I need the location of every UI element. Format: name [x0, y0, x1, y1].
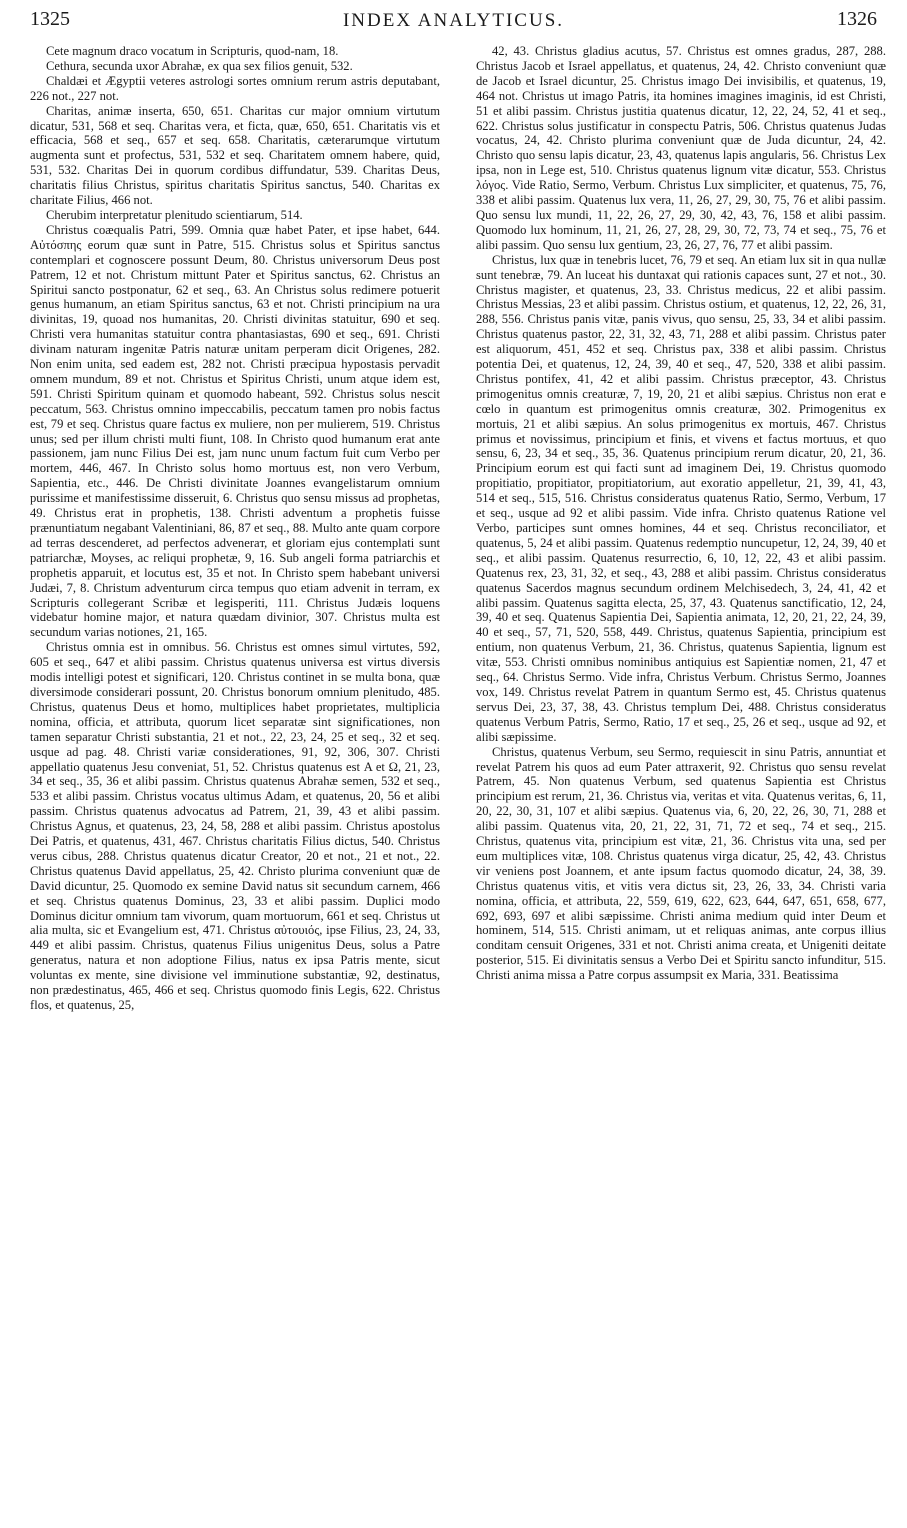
running-title: INDEX ANALYTICUS. — [342, 10, 565, 31]
index-entry: Christus, quatenus Verbum, seu Sermo, requiescit in sinu Patris, annuntiat et revelat Patrem his quos ad eum Pater attraxerit, 92. Christus quo sensu revelat Patrem, 45. Non quatenus Verbum, sed quatenus Sapientia est Christus principium est rerum, 21, 36. Christus via, veritas et vita. Quatenus veritas, 6, 11, 20, 22, 30, 31, 107 et alibi sæpius. Quatenus via, 6, 20, 22, 26, 30, 71, 288 et alibi passim. Quatenus vita, 20, 21, 22, 31, 71, 72 et seq., 74 et seq., 215. Christus, quatenus vita, principium est vitæ, 21, 36. Christus vita una, sed per eum multiplices vitæ, 108. Christus quatenus virga dicatur, 25, 42, 43. Christus vir veniens post Joannem, et ante ipsum factus quomodo dicatur, 24, 38, 39. Christus quatenus vitis, et vitis vera dictus sit, 23, 26, 33, 34. Christi varia nomina, officia, et attributa, 22, 559, 619, 622, 623, 644, 647, 651, 658, 677, 692, 693, 697 et alibi sæpissime. Christi anima medium quid inter Deum et hominem, 514, 515. Christi animam, ut et reliquas animas, ante corpus illius conditam censuit Origenes, 331 et not. Christi anima creata, et Unigeniti deitate posterior, 515. Ei divinitatis sensus a Verbo Dei et Spiritu sancto infunditur, 515. Christi anima missa a Patre corpus assumpsit ex Maria, 331. Beatissima — [476, 744, 886, 983]
index-entry: Charitas, animæ inserta, 650, 651. Charitas cur major omnium virtutum dicatur, 531, 568 et seq. Charitas vera, et ficta, quæ, 650, 651. Charitatis vis et efficacia, 568 et seq., 657 et seq. 658. Charitatis, cæterarumque virtutum augmenta sunt et profectus, 531, 532 et seq. Charitatem omnem habere, quid, 531, 532. Charitas Dei in quorum cordibus diffundatur, 539. Charitas Deus, charitatis filius Christus, spiritus charitatis Spiritus sanctus, 540. Charitas ex charitate Filius, 466 not. — [30, 103, 440, 208]
index-entry: Christus omnia est in omnibus. 56. Christus est omnes simul virtutes, 592, 605 et seq., 647 et alibi passim. Christus quatenus universa est virtus diversis modis intelligi potest et significari, 120. Christus continet in se multa bona, quæ diversimode considerari possunt, 20. Christus bonorum omnium plenitudo, 485. Christus, quatenus Deus et homo, multiplices habet proprietates, multiplicia nomina, officia, et attributa, quorum licet separatæ sint significationes, non tamen separatur Christi substantia, 21 et not., 22, 23, 24, 25 et seq., 32 et seq. usque ad pag. 48. Christi variæ considerationes, 91, 92, 306, 307. Christi appellatio quatenus Jesu conveniat, 51, 52. Christus quatenus est Α et Ω, 21, 23, 34 et seq., 35, 36 et alibi passim. Christus quatenus Abrahæ semen, 532 et seq., 533 et alibi passim. Christus vocatus ultimus Adam, et quatenus, 20, 56 et alibi passim. Christus quatenus advocatus ad Patrem, 21, 39, 43 et alibi passim. Christus Agnus, et quatenus, 23, 24, 58, 288 et alibi passim. Christus apostolus Dei Patris, et quatenus, 431, 467. Christus charitatis Filius dictus, 540. Christus verus cibus, 288. Christus quatenus dicatur Creator, 20 et not., 21 et not., 22. Christus quatenus David appellatus, 25, 42. Christo plurima conveniunt quæ de David dicuntur, 25. Quomodo ex semine David natus sit secundum carnem, 466 et seq. Christus quatenus Dominus, 23, 33 et alibi passim. Duplici modo Dominus dicitur omnium tam vivorum, quam mortuorum, 661 et seq. Christus ut alia multa, sic et Evangelium est, 471. Christus αὐτουιός, ipse Filius, 23, 24, 33, 449 et alibi passim. Christus, quatenus Filius unigenitus Deus, solus a Patre generatus, natura et non adoptione Filius, natus ex ipsa Patris mente, sicut voluntas ex mente, sine divisione vel imminutione substantiæ, 92, destinatus, non prædestinatus, 465, 466 et seq. Christus quomodo finis Legis, 622. Christus flos, et quatenus, 25, — [30, 640, 440, 1012]
index-entry: Cete magnum draco vocatum in Scripturis, quod-nam, 18. — [46, 44, 339, 58]
page-number-left: 1325 — [30, 8, 70, 30]
page-header — [30, 8, 877, 36]
left-column — [30, 44, 440, 1514]
index-entry: Cherubim interpretatur plenitudo scientiarum, 514. — [46, 207, 303, 222]
index-entry: Chaldæi et Ægyptii veteres astrologi sortes omnium rerum astris deputabant, 226 not., 227 not. — [30, 73, 440, 103]
index-entry: Christus coæqualis Patri, 599. Omnia quæ habet Pater, et ipse habet, 644. Αὐτόσπης eorum quæ sunt in Patre, 515. Christus solus et Spiritus sanctus contemplari et cognoscere possunt Deum, 80. Christus universorum Deus post Patrem, 12 et not. Christum mittunt Pater et Spiritus sanctus, 62. Christus an Spiritui sancto postponatur, 62 et seq., 63. An Christus solus redimere potuerit genus humanum, an etiam Spiritus sanctus, 63 et not. Christi principium na ura divinitas, 19, quoad nos humanitas, 20. Christi divinitas statuitur, 690 et seq. Christi vera humanitas statuitur contra phantasiastas, 690 et seq., 691. Christi divinam naturam ingenitæ Patris naturæ unitam perperam dicit Origenes, 282. Non enim unita, sed eadem est, 282 not. Christi præcipua hypostasis pervadit omnem mundum, 89 et not. Christus et Spiritus Christi, unum atque idem est, 591. Christi Spiritum quinam et quomodo habeant, 592. Christus solus nescit peccatum, 563. Christus omnino impeccabilis, peccatum tamen pro nobis factus est, 79 et seq. Christus quare factus ex muliere, non per mulierem, 519. Christus unus; sed per illum christi multi fiunt, 108. In Christo quod humanum erat ante passionem, jam nunc Filius Dei est, jam nunc unum factum fuit cum Verbo per mortem, 446, 467. In Christo solus homo mortuus est, non vero Verbum, Sapientia, etc., 446. De Christi divinitate Joannes evangelistarum omnium purissime et manifestissime disseruit, 6. Christus quo sensu missus ad prophetas, 49. Christus erat in prophetis, 138. Christi adventum a prophetis fuisse prænuntiatum negabant Valentiniani, 86, 87 et seq., 88. Multo ante quam corpore ad terras descenderet, ad perfectos adveneraт, et gloriam ejus contemplati sunt patriarchæ, Moyses, ac reliqui prophetæ, 9, 16. Sub angeli forma patriarchis et prophetis apparuit, et locutus est, 35 et not. In Christo spem habebant universi Judæi, 7, 8. Christum adventurum circa tempus quo etiam advenit in terram, ex Scripturis collegerant Scribæ et legisperiti, 111. Christus Judæis loquens videbatur homine major, et natura quædam divinior, 307. Christus multa est secundum varias notiones, 21, 165. — [30, 222, 440, 640]
index-entry: Christus, lux quæ in tenebris lucet, 76, 79 et seq. An etiam lux sit in qua nullæ sunt tenebræ, 79. An luceat his duntaxat qui rationis capaces sunt, 27 et not., 30. Christus magister, et quatenus, 23, 33. Christus medicus, 22 et alibi passim. Christus Messias, 23 et alibi passim. Christus ostium, et quatenus, 12, 22, 26, 31, 288, 556. Christus panis vitæ, panis vivus, quo sensu, 25, 33, 34 et alibi passim. Christus quatenus pastor, 22, 31, 32, 43, 71, 288 et alibi passim. Christus pater est aliquorum, 451, 452 et seq. Christus pax, 338 et alibi passim. Christus potentia Dei, et quatenus, 12, 24, 39, 40 et seq., 47, 520, 338 et alibi passim. Christus pontifex, 41, 42 et alibi passim. Christus præceptor, 43. Christus primogenitus omnis creaturæ, 7, 19, 20, 21 et alibi sæpius. Christus non erat e cœlo in quantum est primogenitus omnis creaturæ, 302. Primogenitus ex mortuis, 21 et alibi sæpius. An solus primogenitus ex mortuis, 467. Christus primus et novissimus, principium et finis, et vivens et factus mortuus, et quo sensu, 6, 23, 34 et seq., 35, 36. Quatenus principium rerum dicatur, 20, 21, 36. Principium eorum est qui facti sunt ad imaginem Dei, 19. Christus quomodo propitiatio, propitiator, propitiatorium, aut exoratio appelletur, 21, 39, 41, 43, 514 et seq., 515, 516. Christus consideratus quatenus Ratio, Sermo, Verbum, 17 et seq., usque ad 92 et alibi passim. Vide infra. Christo quatenus Ratione vel Verbo, participes sunt omnes homines, 44 et seq. Christus reconciliator, et quatenus, 5, 24 et alibi passim. Quatenus redemptio nuncupetur, 12, 24, 39, 40 et seq., et alibi passim. Quatenus resurrectio, 6, 10, 12, 22, 43 et alibi passim. Quatenus rex, 23, 31, 32, et seq., 43, 288 et alibi passim. Christus consideratus quatenus Sacerdos magnus secundum ordinem Melchisedech, 3, 24, 41, 42 et alibi passim. Quatenus sagitta electa, 25, 37, 43. Quatenus sanctificatio, 12, 24, 39, 40 et seq. Quatenus Sapientia Dei, Sapientia animata, 12, 20, 21, 22, 24, 39, 40 et seq., 57, 71, 520, 558, 449. Christus, quatenus Sapientia, principium est entium, non quatenus Verbum, 21, 36. Christus, quatenus Sapientia, lignum est vitæ, 553. Christi omnibus nominibus antiquius est Sapientiæ nomen, 21, 47 et seq., 64. Christus Sermo. Vide infra, Christus Verbum. Christus Sermo, Joannes vox, 149. Christus revelat Patrem in quantum Sermo est, 45. Christus quatenus servus Dei, 23, 37, 38, 43. Christus templum Dei, 488. Christus consideratus quatenus Verbum Patris, Sermo, Ratio, 17 et seq., 25, 26 et seq., usque ad 92, et alibi sæpissime. — [476, 252, 886, 744]
right-column — [476, 44, 886, 1514]
page-number-right: 1326 — [837, 8, 877, 30]
index-entry: Cethura, secunda uxor Abrahæ, ex qua sex filios genuit, 532. — [46, 58, 353, 73]
index-entry: 42, 43. Christus gladius acutus, 57. Christus est omnes gradus, 287, 288. Christus Jacob et Israel appellatus, et quatenus, 24, 42. Christo conveniunt quæ de Jacob et Israel dicuntur, 25. Christus imago Dei invisibilis, et quatenus, 19, 464 not. Christus ut imago Patris, ita homines imagines imaginis, id est Christi, 51 et alibi passim. Christus justitia quatenus dicatur, 12, 22, 24, 52, 41 et seq., 622. Christus solus justificatur in conspectu Patris, 506. Christus quatenus Judas vocatus, 24, 42. Christo plurima conveniunt quæ de Juda dicuntur, 24, 42. Christo quo sensu lapis dicatur, 23, 43, quatenus lapis angularis, 56. Christus Lex ipsa, non in Lege est, 510. Christus quatenus lignum vitæ dicatur, 553. Christus λόγος. Vide Ratio, Sermo, Verbum. Christus Lux simpliciter, et quatenus, 75, 76, 338 et alibi passim. Quatenus lux vera, 11, 26, 27, 29, 30, 75, 76 et alibi passim. Quo sensu lux mundi, 11, 22, 26, 27, 29, 30, 42, 43, 76, 158 et alibi passim. Quomodo lux hominum, 11, 21, 26, 27, 28, 29, 30, 72, 73, 74 et seq., 75, 76 et alibi passim. Quo sensu lux gentium, 23, 26, 27, 76, 77 et alibi passim. — [476, 44, 886, 252]
